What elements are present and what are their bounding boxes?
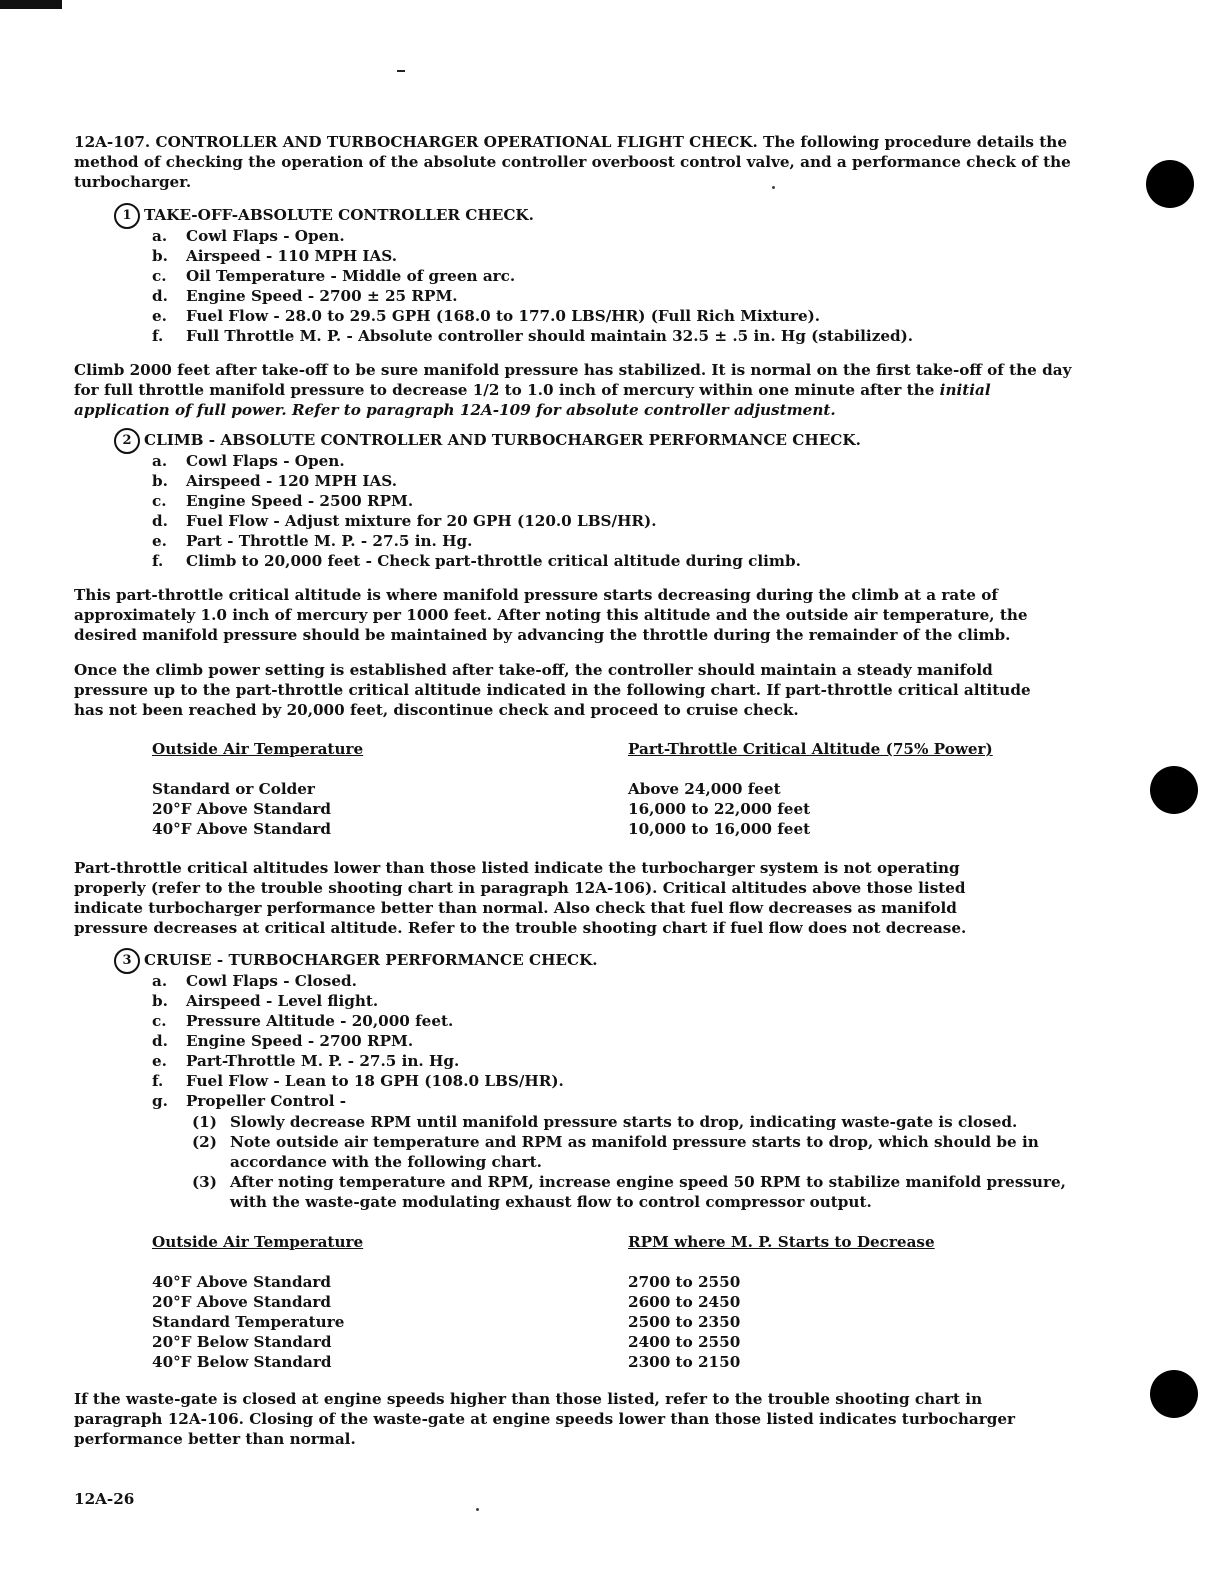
list-item: e. Part - Throttle M. P. - 27.5 in. Hg.	[152, 532, 473, 550]
table-cell: 10,000 to 16,000 feet	[628, 820, 811, 838]
step-title: CRUISE - TURBOCHARGER PERFORMANCE CHECK.	[144, 951, 598, 969]
intro-paragraph: 12A-107. CONTROLLER AND TURBOCHARGER OPERATIONAL FLIGHT CHECK. The following procedure details the method of checking the operation of the absolute controller overboost control valve, and a performance check of the turbocharger.	[74, 133, 1071, 191]
step-3-list	[152, 971, 564, 1111]
table-header: Outside Air Temperature	[152, 1233, 364, 1251]
list-item: c. Oil Temperature - Middle of green arc.	[152, 267, 516, 285]
list-item: a. Cowl Flaps - Open.	[152, 227, 345, 245]
step-number-badge: 2	[114, 428, 140, 454]
step-2-list	[152, 451, 801, 571]
list-item: e. Part-Throttle M. P. - 27.5 in. Hg.	[152, 1052, 460, 1070]
step-title: TAKE-OFF-ABSOLUTE CONTROLLER CHECK.	[144, 206, 534, 224]
climb-note-paragraph: Climb 2000 feet after take-off to be sure manifold pressure has stabilized. It is normal on the first take-off of the day for full throttle manifold pressure to decrease 1/2 to 1.0 inch of mercury within one minute after the initial application of full power. Refer to paragraph 12A-109 for absolute controller adjustment.	[74, 361, 1072, 419]
table-cell: 16,000 to 22,000 feet	[628, 800, 811, 818]
table-cell: 20°F Above Standard	[152, 800, 332, 818]
table-cell: Above 24,000 feet	[628, 780, 781, 798]
table-cell: 20°F Above Standard	[152, 1293, 332, 1311]
table-header: Outside Air Temperature	[152, 740, 364, 758]
table-cell: 40°F Above Standard	[152, 820, 332, 838]
punch-hole	[1150, 1370, 1198, 1418]
list-item: c. Pressure Altitude - 20,000 feet.	[152, 1012, 454, 1030]
list-item: f. Fuel Flow - Lean to 18 GPH (108.0 LBS/HR).	[152, 1072, 564, 1090]
list-item: e. Fuel Flow - 28.0 to 29.5 GPH (168.0 to 177.0 LBS/HR) (Full Rich Mixture).	[152, 307, 821, 325]
step-number-badge: 3	[114, 948, 140, 974]
list-item: (1) Slowly decrease RPM until manifold pressure starts to drop, indicating waste-gate is closed.	[192, 1113, 1018, 1131]
list-item: b. Airspeed - 120 MPH IAS.	[152, 472, 398, 490]
punch-hole	[1146, 160, 1194, 208]
list-item: d. Engine Speed - 2700 ± 25 RPM.	[152, 287, 458, 305]
list-item: d. Fuel Flow - Adjust mixture for 20 GPH (120.0 LBS/HR).	[152, 512, 657, 530]
table-cell: 20°F Below Standard	[152, 1333, 332, 1351]
table-column-altitude	[628, 779, 810, 839]
table-cell: Standard or Colder	[152, 780, 315, 798]
table-cell: 40°F Above Standard	[152, 1273, 332, 1291]
critical-altitude-paragraph: This part-throttle critical altitude is where manifold pressure starts decreasing during the climb at a rate of approximately 1.0 inch of mercury per 1000 feet. After noting this altitude and the outside air temperature, the desired manifold pressure should be maintained by advancing the throttle during the remainder of the climb.	[74, 586, 1028, 644]
table-cell: 40°F Below Standard	[152, 1353, 332, 1371]
table-cell: 2300 to 2150	[628, 1353, 741, 1371]
table-cell: 2500 to 2350	[628, 1313, 741, 1331]
list-item: d. Engine Speed - 2700 RPM.	[152, 1032, 414, 1050]
list-item: f. Climb to 20,000 feet - Check part-throttle critical altitude during climb.	[152, 552, 801, 570]
table-column-temperature	[152, 779, 331, 839]
scan-artifact-dash	[397, 70, 405, 72]
list-item: (3) After noting temperature and RPM, increase engine speed 50 RPM to stabilize manifold pressure, with the waste-gate modulating exhaust flow to control compressor output.	[192, 1173, 1066, 1211]
table-cell: 2700 to 2550	[628, 1273, 741, 1291]
list-item: c. Engine Speed - 2500 RPM.	[152, 492, 414, 510]
critical-altitude-table	[152, 739, 1032, 839]
table-column-temperature	[152, 1272, 344, 1372]
step-1-list	[152, 226, 913, 346]
list-item: b. Airspeed - 110 MPH IAS.	[152, 247, 398, 265]
climb-note-italic: initial application of full power. Refer to paragraph 12A-109 for absolute controller adjustment.	[74, 381, 991, 419]
lower-altitudes-paragraph: Part-throttle critical altitudes lower than those listed indicate the turbocharger system is not operating properly (refer to the trouble shooting chart in paragraph 12A-106). Critical altitudes above those listed indicate turbocharger performance better than normal. Also check that fuel flow decreases as manifold pressure decreases at critical altitude. Refer to the trouble shooting chart if fuel flow does not decrease.	[74, 859, 967, 937]
step-title: CLIMB - ABSOLUTE CONTROLLER AND TURBOCHARGER PERFORMANCE CHECK.	[144, 431, 861, 449]
climb-power-paragraph: Once the climb power setting is established after take-off, the controller should maintain a steady manifold pressure up to the part-throttle critical altitude indicated in the following chart. If part-throttle critical altitude has not been reached by 20,000 feet, discontinue check and proceed to cruise check.	[74, 661, 1031, 719]
list-item: b. Airspeed - Level flight.	[152, 992, 379, 1010]
scan-artifact-dot	[476, 1508, 479, 1511]
list-item: a. Cowl Flaps - Open.	[152, 452, 345, 470]
list-item: a. Cowl Flaps - Closed.	[152, 972, 357, 990]
table-cell: 2400 to 2550	[628, 1333, 741, 1351]
list-item: g. Propeller Control -	[152, 1092, 347, 1110]
table-header: RPM where M. P. Starts to Decrease	[628, 1233, 935, 1251]
propeller-control-sublist	[192, 1112, 1082, 1212]
table-cell: 2600 to 2450	[628, 1293, 741, 1311]
table-header: Part-Throttle Critical Altitude (75% Power)	[628, 740, 993, 758]
rpm-table	[152, 1232, 1032, 1372]
page-number: 12A-26	[74, 1490, 135, 1508]
step-number-badge: 1	[114, 203, 140, 229]
table-column-rpm	[628, 1272, 740, 1372]
punch-hole	[1150, 766, 1198, 814]
scan-corner-mark	[0, 0, 62, 9]
list-item: (2) Note outside air temperature and RPM as manifold pressure starts to drop, which should be in accordance with the following chart.	[192, 1133, 1039, 1171]
table-cell: Standard Temperature	[152, 1313, 345, 1331]
list-item: f. Full Throttle M. P. - Absolute controller should maintain 32.5 ± .5 in. Hg (stabilized).	[152, 327, 914, 345]
closing-paragraph: If the waste-gate is closed at engine speeds higher than those listed, refer to the trouble shooting chart in paragraph 12A-106. Closing of the waste-gate at engine speeds lower than those listed indicates turbocharger performance better than normal.	[74, 1390, 1016, 1448]
